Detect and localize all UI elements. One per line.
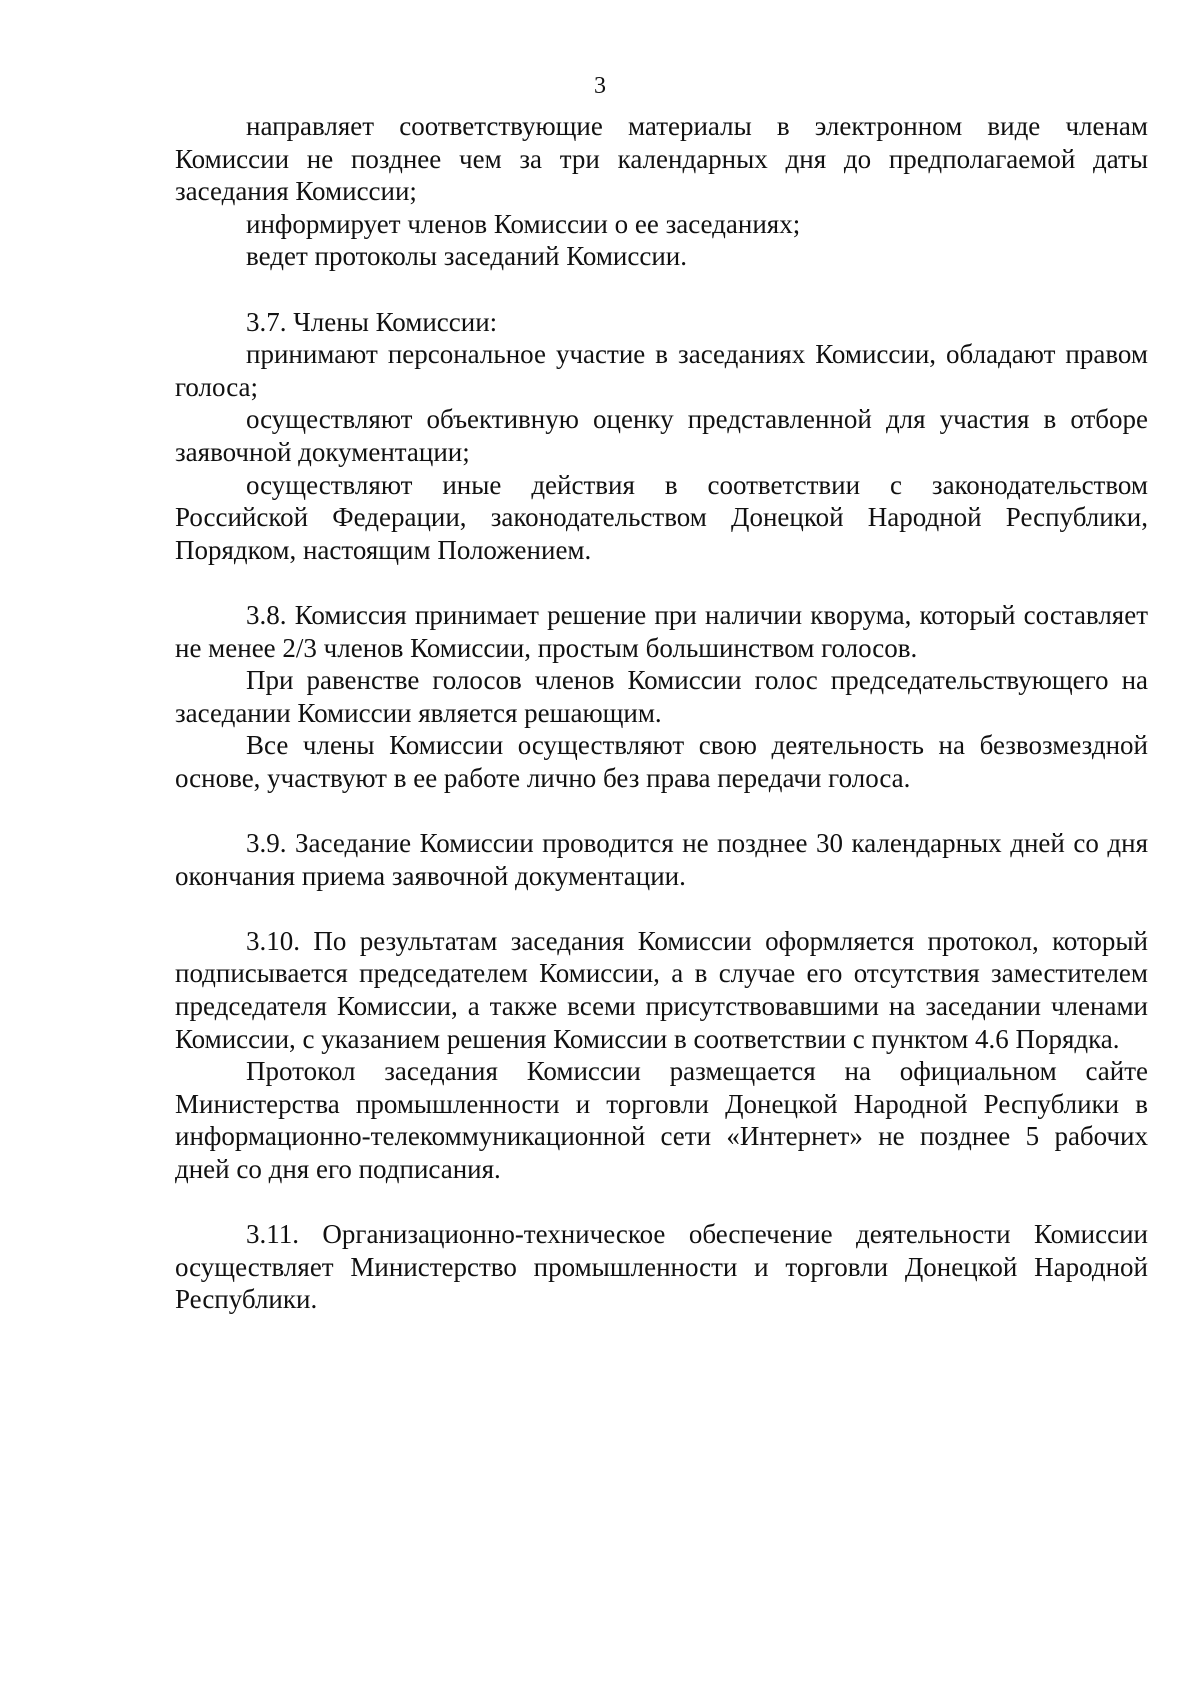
section-3-9: 3.9. Заседание Комиссии проводится не позднее 30 календарных дней со дня окончания приема заявочной документации.	[175, 828, 1148, 891]
paragraph-protocols: ведет протоколы заседаний Комиссии.	[246, 241, 687, 272]
paragraph-evaluation: осуществляют объективную оценку представленной для участия в отборе заявочной документации;	[175, 404, 1148, 467]
paragraph-other-actions: осуществляют иные действия в соответствии с законодательством Российской Федерации, законодательством Донецкой Народной Республики, Порядком, настоящим Положением.	[175, 469, 1148, 565]
paragraph-participation: принимают персональное участие в заседаниях Комиссии, обладают правом голоса;	[175, 339, 1148, 402]
document-body	[175, 110, 1148, 1316]
page-number: 3	[594, 73, 606, 99]
section-3-8: 3.8. Комиссия принимает решение при наличии кворума, который составляет не менее 2/3 членов Комиссии, простым большинством голосов.	[175, 599, 1148, 663]
paragraph-protocol-publication: Протокол заседания Комиссии размещается на официальном сайте Министерства промышленности и торговли Донецкой Народной Республики в информационно-телекоммуникационной сети «Интернет» не позднее 5 рабочих дней со дня его подписания.	[175, 1056, 1148, 1184]
paragraph-materials: направляет соответствующие материалы в электронном виде членам Комиссии не позднее чем за три календарных дня до предполагаемой даты заседания Комиссии;	[175, 111, 1148, 207]
paragraph-inform: информирует членов Комиссии о ее заседаниях;	[246, 208, 801, 239]
section-3-10: 3.10. По результатам заседания Комиссии оформляется протокол, который подписывается председателем Комиссии, а в случае его отсутствия заместителем председателя Комиссии, а также всеми присутствовавшими на заседании членами Комиссии, с указанием решения Комиссии в соответствии с пунктом 4.6 Порядка.	[175, 925, 1148, 1054]
section-3-7-heading: 3.7. Члены Комиссии:	[246, 306, 498, 337]
section-3-11: 3.11. Организационно-техническое обеспечение деятельности Комиссии осуществляет Министерство промышленности и торговли Донецкой Народной Республики.	[175, 1219, 1148, 1315]
paragraph-equal-votes: При равенстве голосов членов Комиссии голос председательствующего на заседании Комиссии является решающим.	[175, 665, 1148, 728]
paragraph-unpaid-basis: Все члены Комиссии осуществляют свою деятельность на безвозмездной основе, участвуют в ее работе лично без права передачи голоса.	[175, 730, 1148, 793]
